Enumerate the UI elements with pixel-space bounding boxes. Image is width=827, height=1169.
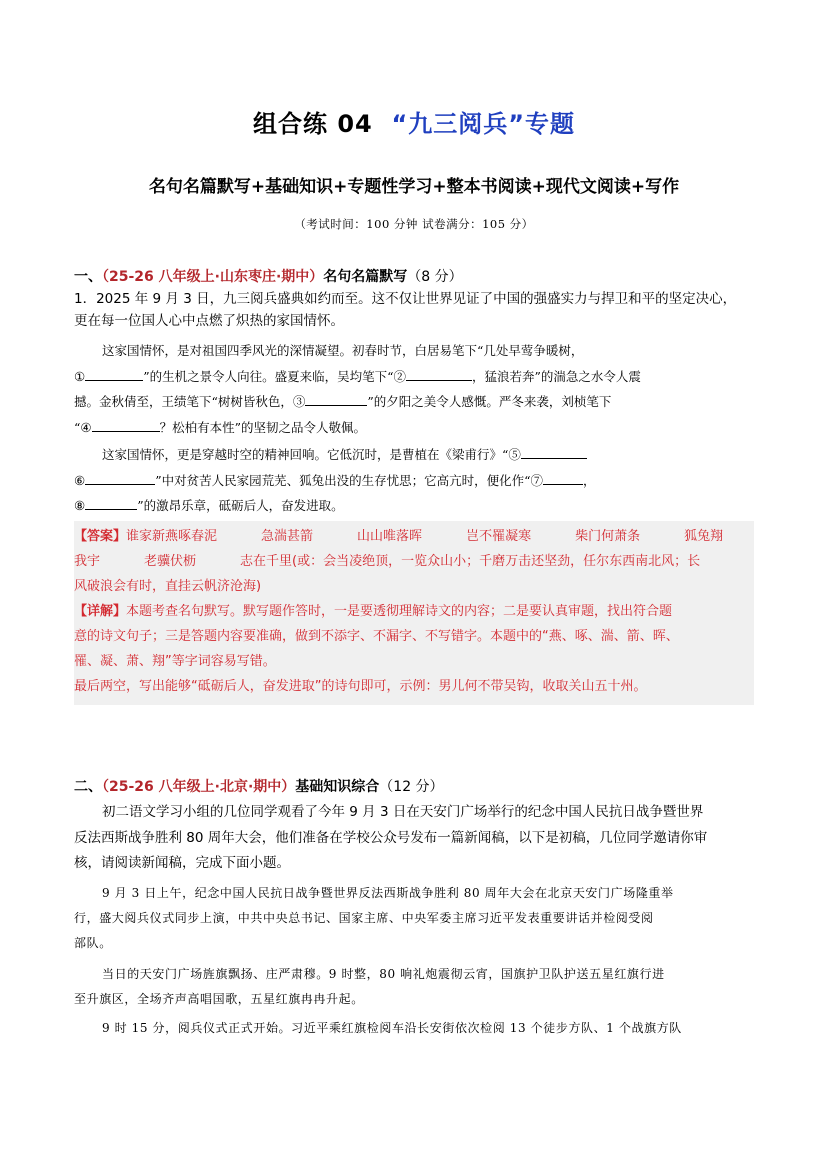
blank-3 xyxy=(305,391,367,406)
question-1-line-2: 更在每一位国人心中点燃了炽热的家国情怀。 xyxy=(74,313,344,329)
title-highlight: “九三阅兵”专题 xyxy=(391,110,576,138)
passage-text: ，猛浪若奔”的湍急之水令人震 xyxy=(472,368,641,384)
blank-7 xyxy=(543,470,583,485)
section-1-heading xyxy=(74,266,754,288)
blank-mark-3: ③ xyxy=(292,394,306,409)
passage-text: 这家国情怀，更是穿越时空的精神回响。它低沉时，是曹植在《梁甫行》“ xyxy=(102,447,509,462)
answer-tag: 【答案】 xyxy=(74,528,127,544)
answer-line-2 xyxy=(74,549,754,574)
news-line: 9 时 15 分，阅兵仪式正式开始。习近平乘红旗检阅车沿长安街依次检阅 13 个徒步方队、1 个战旗方队 xyxy=(102,1020,682,1035)
section-2-source: （25-26 八年级上·北京·期中） xyxy=(102,779,296,795)
news-line: 部队。 xyxy=(74,935,112,950)
blank-1 xyxy=(85,366,143,381)
passage-text: ”的夕阳之美令人感慨。严冬来袭，刘桢笔下 xyxy=(367,394,612,409)
answer-item: 老骥伏枥 xyxy=(144,553,197,569)
passage-2-line-3 xyxy=(74,493,754,519)
answer-box xyxy=(74,521,754,705)
section-2-number: 二、 xyxy=(74,779,102,795)
passage-1-line-4: “④ ？松柏有本性”的坚韧之品令人敬佩。 xyxy=(74,415,754,441)
page-subtitle: 名句名篇默写+基础知识+专题性学习+整本书阅读+现代文阅读+写作 xyxy=(148,177,680,197)
section-1-number: 一、 xyxy=(74,269,102,285)
answer-item: 我宇 xyxy=(74,553,101,569)
passage-text: ”的激昂乐章，砥砺后人，奋发进取。 xyxy=(137,498,344,513)
title-prefix: 组合练 04 xyxy=(252,110,373,138)
passage-text: ”的生机之景令人向往。盛夏来临，吴均笔下“ xyxy=(143,368,394,384)
section-2-intro xyxy=(74,800,754,877)
detail-line-4: 最后两空，写出能够“砥砺后人，奋发进取”的诗句即可，示例：男儿何不带吴钩，收取关山五十州。 xyxy=(74,678,647,694)
answer-item: 岂不罹凝寒 xyxy=(466,528,532,544)
section-1-source: （25-26 八年级上·山东枣庄·期中） xyxy=(102,269,324,285)
passage-2-line-2 xyxy=(74,468,754,494)
blank-6 xyxy=(85,470,155,485)
answer-item: 急湍甚箭 xyxy=(261,528,314,544)
blank-mark-5: ⑤ xyxy=(508,447,521,462)
news-line: 至升旗区，全场齐声高唱国歌，五星红旗冉冉升起。 xyxy=(74,991,364,1006)
detail-line-2: 意的诗文句子；三是答题内容要准确，做到不添字、不漏字、不写错字。本题中的“燕、啄、湍、箭、晖、 xyxy=(74,628,679,644)
question-1 xyxy=(74,288,754,332)
detail-line-3: 罹、凝、萧、翔”等字词容易写错。 xyxy=(74,653,276,669)
exam-info: （考试时间：100 分钟 试卷满分：105 分） xyxy=(294,217,534,231)
blank-2 xyxy=(406,366,472,381)
blank-mark-6: ⑥ xyxy=(74,472,86,488)
section-2-points: （12 分） xyxy=(379,779,444,795)
detail-line-1 xyxy=(74,599,754,624)
section-2 xyxy=(74,776,754,1041)
blank-mark-2: ② xyxy=(393,368,407,384)
answer-item: 狐兔翔 xyxy=(684,528,724,544)
blank-mark-4: ④ xyxy=(80,419,92,435)
blank-8 xyxy=(85,495,137,510)
passage-text: ”中对贫苦人民家园荒芜、狐兔出没的生存忧思；它高亢时，便化作“ xyxy=(155,472,531,488)
section-1 xyxy=(74,266,754,705)
passage-2-line-1 xyxy=(74,442,754,468)
passage-1-line-2 xyxy=(74,364,754,390)
answer-item: 志在千里(或：会当凌绝顶，一览众山小；千磨万击还坚劲，任尔东西南北风；长 xyxy=(240,553,701,569)
passage-1-line-3 xyxy=(74,389,754,415)
blank-mark-7: ⑦ xyxy=(530,472,544,488)
intro-line-1: 初二语文学习小组的几位同学观看了今年 9 月 3 日在天安门广场举行的纪念中国人民抗日战争暨世界 xyxy=(102,804,704,820)
intro-line-3: 核，请阅读新闻稿，完成下面小题。 xyxy=(74,855,290,871)
section-1-points: （8 分） xyxy=(407,269,463,285)
section-2-name: 基础知识综合 xyxy=(295,779,380,795)
detail-tag: 【详解】 xyxy=(74,603,127,619)
answer-line-1 xyxy=(74,524,754,549)
answer-item: 谁家新燕啄春泥 xyxy=(126,528,218,544)
passage-text: 撼。金秋倩至，王绩笔下“树树皆秋色， xyxy=(74,394,293,409)
detail-text: 本题考查名句默写。默写题作答时，一是要透彻理解诗文的内容；二是要认真审题，找出符合题 xyxy=(126,603,673,619)
passage-text: ， xyxy=(583,472,596,488)
blank-4 xyxy=(92,417,160,432)
section-1-name: 名句名篇默写 xyxy=(323,269,408,285)
blank-mark-1: ① xyxy=(74,368,86,384)
news-paragraph-3 xyxy=(74,1016,754,1041)
blank-5 xyxy=(521,444,587,459)
passage-text: ？松柏有本性”的坚韧之品令人敬佩。 xyxy=(159,419,367,435)
news-line: 9 月 3 日上午，纪念中国人民抗日战争暨世界反法西斯战争胜利 80 周年大会在北京天安门广场隆重举 xyxy=(102,885,674,900)
intro-line-2: 反法西斯战争胜利 80 周年大会，他们准备在学校公众号发布一篇新闻稿，以下是初稿，几位同学邀请你审 xyxy=(74,829,708,846)
section-2-heading xyxy=(74,776,754,798)
blank-mark-8: ⑧ xyxy=(74,498,86,513)
answer-item: 柴门何萧条 xyxy=(575,528,641,544)
poem-passage-1 xyxy=(74,338,754,440)
answer-line-3: 风破浪会有时，直挂云帆济沧海) xyxy=(74,578,262,594)
page-title xyxy=(74,104,754,139)
question-1-line-1: 1．2025 年 9 月 3 日，九三阅兵盛典如约而至。这不仅让世界见证了中国的强盛实力与捍卫和平的坚定决心， xyxy=(74,291,737,307)
answer-item: 山山唯落晖 xyxy=(357,528,423,544)
news-line: 当日的天安门广场旌旗飘扬、庄严肃穆。9 时整，80 响礼炮震彻云宵，国旗护卫队护送五星红旗行进 xyxy=(102,966,665,981)
passage-1-line-1: 这家国情怀，是对祖国四季风光的深情凝望。初春时节，白居易笔下“几处早莺争暖树， xyxy=(102,343,584,358)
news-line: 行，盛大阅兵仪式同步上演，中共中央总书记、国家主席、中央军委主席习近平发表重要讲话并检阅受阅 xyxy=(74,910,654,925)
poem-passage-2 xyxy=(74,442,754,519)
news-paragraph-1 xyxy=(74,881,754,956)
news-paragraph-2 xyxy=(74,962,754,1012)
